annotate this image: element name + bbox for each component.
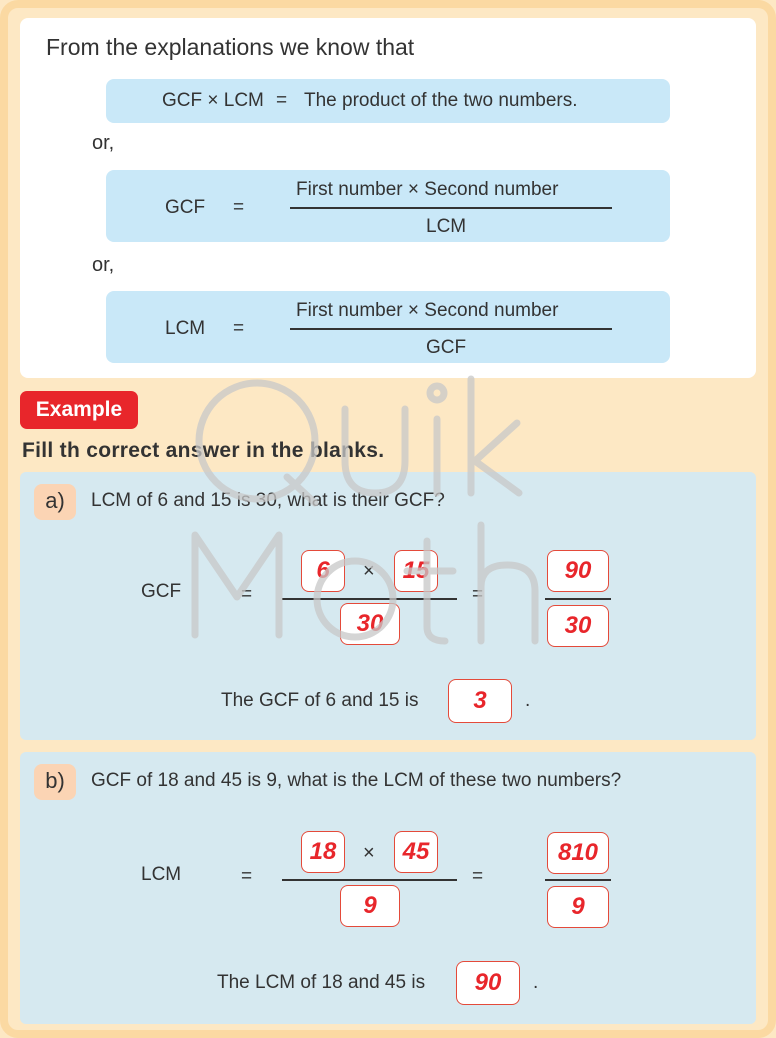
answer-box: 90: [456, 961, 520, 1005]
equals-sign: =: [472, 584, 484, 605]
formula-denominator: LCM: [426, 216, 467, 237]
part-badge: a): [34, 484, 76, 520]
intro-text: From the explanations we know that: [46, 34, 415, 60]
equals-sign: =: [241, 584, 253, 605]
fraction-bar: [290, 328, 612, 330]
formula-box-gcf: [106, 170, 670, 242]
fraction-bar: [545, 598, 611, 600]
answer-box: 3: [448, 679, 512, 723]
formula-numerator: First number × Second number: [296, 300, 559, 321]
formula-denominator: GCF: [426, 337, 467, 358]
result-numerator-box: 90: [547, 550, 609, 592]
numerator-box: 6: [301, 550, 345, 592]
result-denominator-box: 9: [547, 886, 609, 928]
period: .: [525, 690, 531, 711]
question-text: LCM of 6 and 15 is 30, what is their GCF?: [91, 490, 445, 511]
example-card-a: [20, 472, 756, 740]
lhs-label: LCM: [141, 864, 182, 885]
times-sign: ×: [363, 560, 375, 582]
fraction-bar: [290, 207, 612, 209]
fraction-bar: [282, 598, 457, 600]
answer-sentence: The GCF of 6 and 15 is: [221, 690, 419, 711]
times-sign: ×: [363, 842, 375, 864]
numerator-box: 18: [301, 831, 345, 873]
or-text: or,: [92, 254, 115, 276]
formula-rhs: The product of the two numbers.: [304, 90, 578, 111]
fraction-bar: [545, 879, 611, 881]
result-denominator-box: 30: [547, 605, 609, 647]
example-card-b: [20, 752, 756, 1024]
question-text: GCF of 18 and 45 is 9, what is the LCM of these two numbers?: [91, 770, 622, 791]
formula-equals: =: [233, 318, 245, 339]
period: .: [533, 972, 539, 993]
equals-sign: =: [241, 866, 253, 887]
formula-panel: [20, 18, 756, 378]
formula-lhs: LCM: [165, 318, 206, 339]
numerator-box: 15: [394, 550, 438, 592]
or-text: or,: [92, 132, 115, 154]
formula-box-product: [106, 79, 670, 123]
lhs-label: GCF: [141, 581, 182, 602]
formula-equals: =: [276, 90, 288, 111]
formula-box-lcm: [106, 291, 670, 363]
denominator-box: 30: [340, 603, 400, 645]
answer-sentence: The LCM of 18 and 45 is: [217, 972, 426, 993]
example-badge: Example: [20, 391, 138, 429]
instruction-text: Fill th correct answer in the blanks.: [22, 439, 385, 462]
formula-lhs: GCF × LCM: [162, 90, 264, 111]
denominator-box: 9: [340, 885, 400, 927]
fraction-bar: [282, 879, 457, 881]
equals-sign: =: [472, 866, 484, 887]
formula-lhs: GCF: [165, 197, 206, 218]
formula-equals: =: [233, 197, 245, 218]
part-badge: b): [34, 764, 76, 800]
formula-numerator: First number × Second number: [296, 179, 559, 200]
numerator-box: 45: [394, 831, 438, 873]
result-numerator-box: 810: [547, 832, 609, 874]
